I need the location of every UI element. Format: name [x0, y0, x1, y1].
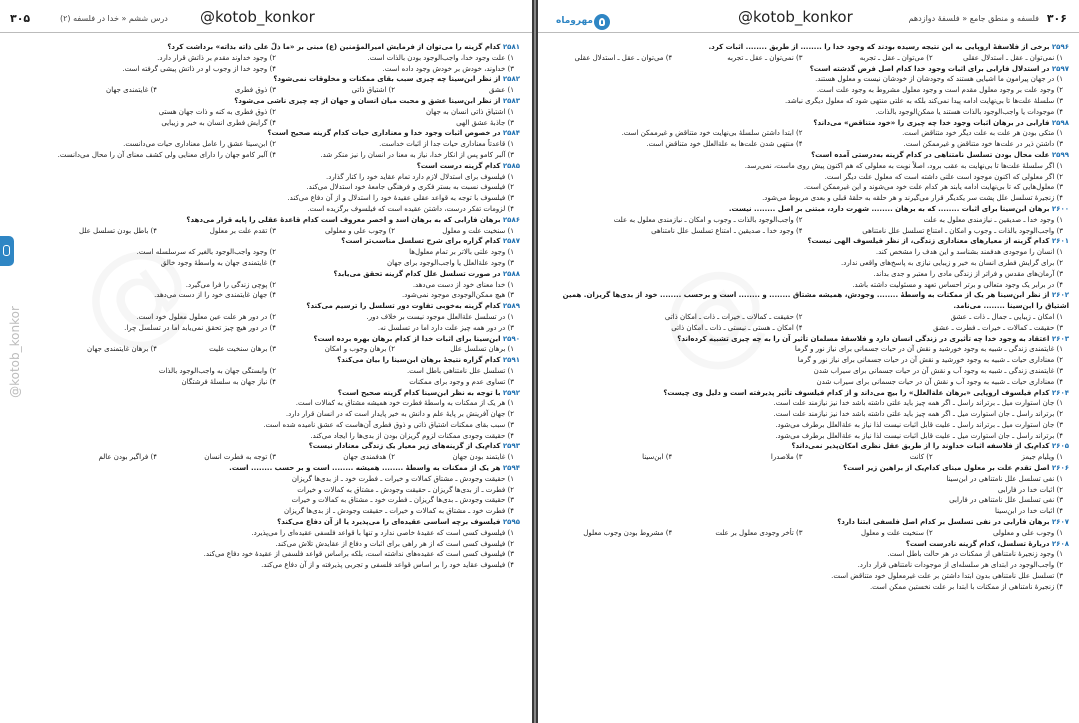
question-item	[548, 539, 1069, 593]
question-text: کدام گزاره نتیجهٔ برهان ابن‌سینا را بیان می‌کند؟	[337, 356, 501, 365]
left-header	[0, 6, 532, 33]
question-number: ۲۵۸۷	[502, 237, 520, 246]
answer-option: ۱) اشتیاق ذاتی انسان به جهان	[425, 107, 514, 116]
question-text: در استدلال فارابی برای اثبات وجود خدا کدام اصل فرض گذشته است؟	[809, 64, 1050, 73]
question-text: از نظر ابن‌سینا هر یک از ممکنات به واسطهٔ ........ وجودش، همیشه مشتاق ........ و ........ است و برحسب ........ خود از بدی‌ها گریزان. همین اشتیاق را ابن‌سینا ........ می‌نامد.	[562, 291, 1069, 311]
right-header	[538, 6, 1079, 33]
question-text: برهان فارابی که به برهان اسد و اخصر معروف است کدام قاعدهٔ عقلی را پایه قرار می‌دهد؟	[186, 215, 501, 224]
answer-option: ۳) حقیقت وجودش ـ بدی‌ها گریزان ـ فطرت خود ـ مشتاق به کمالات و خیرات	[291, 496, 514, 505]
question-number: ۲۵۹۳	[502, 442, 520, 451]
option-list	[548, 74, 1069, 117]
question-stem	[548, 334, 1069, 345]
option-list	[44, 312, 520, 334]
option-list	[548, 247, 1069, 290]
option-list	[44, 172, 520, 215]
question-number: ۲۵۸۴	[502, 129, 520, 138]
question-item	[548, 463, 1069, 517]
left-page	[0, 0, 532, 723]
question-item	[548, 334, 1069, 388]
answer-option: ۳) حقیقت ـ کمالات ـ خیرات ـ فطرت ـ عشق	[933, 323, 1063, 332]
question-item	[548, 517, 1069, 539]
answer-option: ۱) جان استوارت میل ـ برتراند راسل ـ اگر همه چیز باید علتی داشته باشد خدا نیز نیازمند علت است.	[773, 399, 1063, 408]
answer-option: ۱) ویلیام جیمز	[1021, 453, 1063, 462]
answer-option: ۱) غایتمند بودن جهان	[452, 453, 514, 462]
question-stem	[44, 96, 520, 107]
right-running-title: فلسفه و منطق جامع « فلسفهٔ دوازدهم	[908, 14, 1039, 23]
question-text: ابن‌سینا برای اثبات خدا از کدام برهان بهره برده است؟	[313, 334, 501, 343]
question-stem	[548, 204, 1069, 215]
option-list	[44, 344, 520, 355]
answer-option: ۳) ذوق فطری	[234, 86, 276, 95]
answer-option: ۱) امکان ـ زیبایی ـ جمال ـ ذات ـ عشق	[950, 312, 1063, 321]
question-text: کدام گزینه درست است؟	[416, 161, 501, 170]
answer-option: ۴) معناداری حیات ـ شبیه به وجود آب و نقش آن در حیات جسمانی برای سیراب شدن	[816, 377, 1063, 386]
question-number: ۲۶۰۶	[1051, 464, 1069, 473]
answer-option: ۲) می‌توان ـ عقل ـ تجربه	[859, 53, 933, 62]
question-stem	[44, 334, 520, 345]
answer-option: ۲) حقیقت ـ کمالات ـ خیرات ـ ذات ـ امکان ذاتی	[664, 312, 803, 321]
option-list	[548, 215, 1069, 237]
question-item	[44, 161, 520, 215]
option-list	[44, 452, 520, 463]
question-text: کدام گزینه به‌خوبی تفاوت دور تسلسل را ترسیم می‌کند؟	[306, 302, 501, 311]
answer-option: ۳) واجب‌الوجود بالذات ـ وجوب و امکان ـ امتناع تسلسل علل نامتناهی	[862, 226, 1063, 235]
question-stem	[44, 42, 520, 53]
question-stem	[44, 301, 520, 312]
question-text: برهان فارابی در نفی تسلسل بر کدام اصل فلسفی ابتنا دارد؟	[837, 518, 1050, 527]
question-text: فارابی در برهان اثبات وجود خدا چه چیزی را «خود متناقض» می‌داند؟	[813, 118, 1050, 127]
answer-option: ۴) فراگیر بودن عالم	[98, 453, 157, 462]
option-list	[548, 161, 1069, 204]
question-text: دربارهٔ تسلسل، کدام گزینه نادرست است؟	[905, 539, 1050, 548]
answer-option: ۲) وجود واجب‌الوجود بالغیر که سرسلسله است.	[136, 248, 276, 257]
answer-option: ۴) می‌توان ـ عقل ـ استدلال عقلی	[574, 53, 673, 62]
question-stem	[548, 150, 1069, 161]
answer-option: ۳) غایتمندی زندگی ـ شبیه به وجود آب و نقش آن در حیات جسمانی برای سیراب شدن	[813, 366, 1063, 375]
question-number: ۲۵۹۶	[1051, 43, 1069, 51]
publisher-logo	[556, 14, 612, 32]
option-list	[44, 85, 520, 96]
option-list	[548, 128, 1069, 150]
chapter-tab-icon	[0, 236, 14, 266]
answer-option: ۴) غایتمندی جهان	[106, 86, 157, 95]
question-item	[44, 236, 520, 268]
question-stem	[44, 269, 520, 280]
answer-option: ۱) قاعدتاً معناداری حیات جدا از اثبات خداست.	[379, 140, 514, 149]
right-page-number: ۳۰۶	[1046, 12, 1067, 25]
question-item	[44, 517, 520, 571]
answer-option: ۲) هدفمندی جهان	[343, 453, 395, 462]
answer-option: ۱) در جهان پیرامون ما اشیایی هستند که وجودشان از خودشان نیست و معلول هستند.	[815, 75, 1063, 84]
answer-option: ۱) انسان را موجودی هدفمند بشناسد و این هدف را مشخص کند.	[875, 248, 1063, 257]
question-text: اصل تقدم علت بر معلول مبنای کدام‌یک از براهین زیر است؟	[843, 464, 1050, 473]
side-watermark: @kotob_konkor	[7, 306, 22, 398]
option-list	[44, 53, 520, 75]
option-list	[548, 398, 1069, 441]
answer-option: ۲) ذوق فطری به کنه و ذات جهان هستی	[158, 107, 276, 116]
answer-option: ۴) لزومات تفکر درست، داشتن عقیده است که فیلسوف برگزیده است.	[307, 204, 514, 213]
answer-option: ۳) تسلسل علل نامتناهی بدون ابتدا داشتن بر علت غیرمعلول خود متناقض است.	[831, 572, 1063, 581]
question-number: ۲۵۸۶	[502, 215, 520, 224]
question-item	[548, 290, 1069, 333]
answer-option: ۲) واجب‌الوجود در ابتدای هر سلسله‌ای از موجودات نامتناهی قرار دارد.	[857, 561, 1063, 570]
answer-option: ۲) جهان آفرینش بر پایهٔ علم و دانش به خیر پایدار است که در انسان قرار دارد.	[285, 410, 514, 419]
question-item	[548, 441, 1069, 463]
answer-option: ۲) وابستگی جهان به واجب‌الوجود بالذات	[158, 366, 276, 375]
question-text: فیلسوف برچه اساسی عقیده‌ای را می‌پذیرد یا از آن دفاع می‌کند؟	[277, 518, 501, 527]
answer-option: ۲) وجوب علی و معلولی	[324, 226, 395, 235]
question-number: ۲۵۹۱	[502, 356, 520, 365]
question-number: ۲۶۰۳	[1051, 334, 1069, 343]
question-text: برخی از فلاسفهٔ اروپایی به این نتیجه رسیده بودند که وجود خدا را ........ از طریق ........ اثبات کرد.	[708, 43, 1050, 51]
answer-option: ۳) آلبر کامو پس از انکار خدا، نیاز به معنا در انسان را نیز منکر شد.	[320, 150, 514, 159]
question-stem	[548, 388, 1069, 399]
question-number: ۲۵۹۷	[1051, 64, 1069, 73]
option-list	[44, 107, 520, 129]
answer-option: ۲) اگر معلولی که اکنون موجود است علتی داشته است که معلول علت دیگر است.	[824, 172, 1063, 181]
question-item	[44, 334, 520, 356]
question-number: ۲۶۰۸	[1051, 539, 1069, 548]
question-item	[44, 388, 520, 442]
left-channel-handle: @kotob_konkor	[200, 8, 315, 26]
answer-option: ۱) متکی بودن هر علت به علت دیگر خود متناقض است.	[902, 129, 1063, 138]
answer-option: ۴) جهان غایتمندی خود را از دست می‌دهد.	[154, 291, 276, 300]
answer-option: ۴) وجود خدا از وجوب او در ذاتش پیشی گرفته است.	[122, 64, 276, 73]
answer-option: ۲) در دور هر علت عین معلول معلول خود است.	[136, 312, 276, 321]
answer-option: ۴) باطل بودن تسلسل علل	[78, 226, 157, 235]
answer-option: ۴) آلبر کامو جهان را دارای معنایی ولی کشف معنای آن را محال می‌دانست.	[57, 150, 276, 159]
answer-option: ۴) منتهی شدن علت‌ها به علةالعلل خود متناقض است.	[646, 140, 803, 149]
answer-option: ۱) حقیقت وجودش ـ مشتاق کمالات و خیرات ـ فطرت خود ـ از بدی‌ها گریزان	[291, 474, 514, 483]
answer-option: ۴) امکان ـ هستی ـ نیستی ـ ذات ـ امکان ذاتی	[671, 323, 803, 332]
answer-option: ۳) خداوند، خودش بر خودش وجود داده است.	[382, 64, 514, 73]
question-number: ۲۵۹۲	[502, 388, 520, 397]
question-text: کدام گزاره برای شرح تسلسل مناسب‌تر است؟	[341, 237, 501, 246]
question-number: ۲۵۸۸	[502, 269, 520, 278]
answer-option: ۴) زنجیرهٔ نامتناهی از ممکنات با ابتدا بر علت نخستین ممکن است.	[869, 582, 1063, 591]
answer-option: ۲) برای گرایش فطری انسان به خیر و زیبایی نیازی به پاسخ‌های واقعی ندارد.	[841, 258, 1063, 267]
question-item	[548, 150, 1069, 204]
answer-option: ۲) معناداری حیات ـ شبیه به وجود خورشید و نقش آن در حیات جسمانی برای نیاز نور و گرما	[797, 356, 1063, 365]
answer-option: ۲) فیلسوف نسبت به بستر فکری و فرهنگی جامعهٔ خود استدلال می‌کند.	[306, 183, 514, 192]
question-number: ۲۵۸۵	[502, 161, 520, 170]
answer-option: ۳) برهان سنخیت علیت	[209, 345, 276, 354]
answer-option: ۱) برهان تسلسل علل	[450, 345, 514, 354]
option-list	[44, 226, 520, 237]
question-stem	[548, 441, 1069, 452]
question-item	[548, 236, 1069, 290]
question-stem	[44, 463, 520, 474]
question-stem	[548, 290, 1069, 312]
option-list	[44, 366, 520, 388]
left-running-title: درس ششم « خدا در فلسفه (۲)	[60, 14, 168, 23]
question-number: ۲۵۹۸	[1051, 118, 1069, 127]
answer-option: ۱) فیلسوف برای استدلال لازم دارد تمام عقاید خود را کنار گذارد.	[326, 172, 514, 181]
option-list	[44, 474, 520, 517]
answer-option: ۴) در برابر یک وجود متعالی و برتر احساس تعهد و مسئولیت داشته باشد.	[852, 280, 1063, 289]
question-stem	[44, 215, 520, 226]
question-text: کدام گزینه از معیارهای معناداری زندگی، از نظر فیلسوف الهی نیست؟	[807, 237, 1050, 246]
option-list	[44, 398, 520, 441]
question-number: ۲۵۹۰	[502, 334, 520, 343]
question-text: از نظر ابن‌سینا عشق و محبت میان انسان و جهان از چه چیزی ناشی می‌شود؟	[234, 96, 501, 105]
answer-option: ۳) فیلسوف کسی است که عقیده‌های نداشته است، بلکه براساس قواعد فلسفی از عقیدهٔ خود دفاع می‌کند.	[203, 550, 514, 559]
answer-option: ۱) نمی‌توان ـ عقل ـ استدلال عقلی	[963, 53, 1063, 62]
answer-option: ۴) برهان غایتمندی جهان	[87, 345, 157, 354]
question-item	[548, 42, 1069, 64]
answer-option: ۳) تقدم علت بر معلول	[209, 226, 276, 235]
question-text: کدام‌یک از فلاسفه اثبات خداوند را از طریق عقل نظری امکان‌پذیر نمی‌داند؟	[791, 442, 1050, 451]
answer-option: ۳) توجه به فطرت انسان	[204, 453, 276, 462]
answer-option: ۲) وجود علت بر وجود معلول مقدم است و وجود معلول مشروط به وجود علت است.	[816, 86, 1063, 95]
answer-option: ۴) اثبات خدا در ابن‌سینا	[994, 507, 1063, 516]
question-item	[44, 269, 520, 301]
answer-option: ۱) سنخیت علت و معلول	[442, 226, 514, 235]
answer-option: ۳) تأخر وجودی معلول بر علت	[715, 528, 803, 537]
question-text: اعتقاد به وجود خدا چه تأثیری در زندگی انسان دارد و فلاسفهٔ مسلمان تأثیر آن را به چه چیزی تشبیه کرده‌اند؟	[677, 334, 1050, 343]
question-text: علت محال بودن تسلسل نامتناهی در کدام گزینه به‌درستی آمده است؟	[811, 150, 1050, 159]
question-item	[44, 355, 520, 387]
question-text: با توجه به نظر ابن‌سینا کدام گزینه صحیح است؟	[337, 388, 501, 397]
question-number: ۲۵۹۵	[502, 518, 520, 527]
publisher-logo-icon	[594, 14, 610, 30]
question-number: ۲۶۰۷	[1051, 518, 1069, 527]
answer-option: ۲) برهان وجوب و امکان	[324, 345, 395, 354]
option-list	[548, 344, 1069, 387]
question-number: ۲۶۰۰	[1051, 204, 1069, 213]
option-list	[44, 247, 520, 269]
question-number: ۲۵۸۱	[502, 43, 520, 51]
question-item	[548, 204, 1069, 236]
answer-option: ۴) ابن‌سینا	[642, 453, 673, 462]
question-stem	[44, 388, 520, 399]
question-text: از نظر ابن‌سینا چه چیزی سبب بقای ممکنات و مخلوقات نمی‌شود؟	[273, 75, 501, 84]
question-stem	[44, 236, 520, 247]
question-stem	[548, 463, 1069, 474]
left-page-number: ۳۰۵	[10, 12, 31, 25]
question-stem	[44, 128, 520, 139]
answer-option: ۳) جاذبهٔ عشق الهی	[456, 118, 514, 127]
answer-option: ۳) ملاصدرا	[770, 453, 803, 462]
answer-option: ۴) وجود خدا ـ صدیقین ـ امتناع تسلسل علل نامتناهی	[651, 226, 803, 235]
answer-option: ۳) سبب بقای ممکنات اشتیاق ذاتی و ذوق فطری آن‌هاست که عشق نامیده شده است.	[263, 420, 514, 429]
answer-option: ۳) سلسلهٔ علت‌ها تا بی‌نهایت ادامه پیدا نمی‌کند بلکه به علتی منتهی شود که معلول دیگری نباشد.	[784, 96, 1063, 105]
answer-option: ۴) فیلسوف عقاید خود را بر اساس قواعد فلسفی و تجربی پذیرفته و از آن دفاع می‌کند.	[261, 561, 514, 570]
question-item	[44, 96, 520, 128]
question-stem	[548, 236, 1069, 247]
option-list	[548, 474, 1069, 517]
answer-option: ۳) در دور همه چیز علت دارد اما در تسلسل نه.	[377, 323, 514, 332]
question-stem	[44, 355, 520, 366]
question-item	[44, 74, 520, 96]
question-item	[44, 42, 520, 74]
answer-option: ۴) گرایش فطری انسان به خیر و زیبایی	[161, 118, 276, 127]
answer-option: ۳) وجود علةالعلل یا واجب‌الوجود برای جهان	[386, 258, 514, 267]
answer-option: ۱) عشق	[489, 86, 514, 95]
question-stem	[548, 64, 1069, 75]
answer-option: ۳) آرمان‌های مقدس و فراتر از زندگی مادی را معتبر و جدی بداند.	[873, 269, 1063, 278]
right-channel-handle: @kotob_konkor	[738, 8, 853, 26]
option-list	[548, 53, 1069, 64]
question-number: ۲۶۰۵	[1051, 442, 1069, 451]
answer-option: ۲) فطرت ـ از بدی‌ها گریزان ـ حقیقت وجودش ـ مشتاق به کمالات و خیرات	[297, 485, 514, 494]
answer-option: ۲) ابتدا داشتن سلسلهٔ بی‌نهایت خود متناقض و غیرممکن است.	[621, 129, 803, 138]
answer-option: ۴) نیاز جهان به سلسلهٔ فرشتگان	[181, 377, 276, 386]
left-question-list	[44, 42, 520, 571]
option-list	[548, 549, 1069, 592]
answer-option: ۱) وجود خدا ـ صدیقین ـ نیازمندی معلول به علت	[923, 215, 1063, 224]
question-item	[548, 388, 1069, 442]
answer-option: ۱) فیلسوف کسی است که عقیدهٔ خاصی ندارد و تنها با قواعد فلسفی عقیده‌ای را می‌پذیرد.	[251, 528, 514, 537]
question-item	[548, 118, 1069, 150]
answer-option: ۳) نمی‌توان ـ عقل ـ تجربه	[727, 53, 803, 62]
answer-option: ۴) در دور هیچ چیز تحقق نمی‌یابد اما در تسلسل چرا.	[124, 323, 276, 332]
right-question-list	[548, 42, 1069, 593]
answer-option: ۴) غایتمندی جهان به واسطهٔ وجود خالق	[160, 258, 276, 267]
answer-option: ۴) حقیقت وجودی ممکنات لزوم گریزان بودن از بدی‌ها را ایجاد می‌کند.	[310, 431, 514, 440]
question-text: هر یک از ممکنات به واسطهٔ ........ همیشه ........ است و بر حسب ........ است.	[229, 464, 501, 473]
option-list	[44, 280, 520, 302]
answer-option: ۲) برتراند راسل ـ جان استوارت میل ـ اگر همه چیز باید علتی داشته باشد خدا نیز نیازمند علت است.	[773, 410, 1063, 419]
question-number: ۲۶۰۲	[1051, 291, 1069, 300]
answer-option: ۳) فیلسوف با توجه به قواعد عقلی عقیدهٔ خود را استدلال و از آن دفاع می‌کند.	[287, 194, 514, 203]
question-stem	[548, 539, 1069, 550]
question-number: ۲۵۸۳	[502, 96, 520, 105]
question-number: ۲۵۹۴	[502, 464, 520, 473]
question-item	[44, 301, 520, 333]
question-stem	[548, 517, 1069, 528]
right-page	[538, 0, 1079, 723]
answer-option: ۲) ابن‌سینا عشق را عامل معناداری حیات می‌دانست.	[123, 140, 276, 149]
answer-option: ۱) در تسلسل علةالعلل موجود نیست بر خلاف دور.	[366, 312, 514, 321]
question-number: ۲۵۸۲	[502, 75, 520, 84]
answer-option: ۳) نفی تسلسل علل نامتناهی در فارابی	[949, 496, 1063, 505]
answer-option: ۱) هر یک از ممکنات به واسطهٔ فطرت خود همیشه مشتاق به کمالات است.	[295, 399, 514, 408]
answer-option: ۱) خدا معنای خود از دست می‌دهد.	[412, 280, 514, 289]
question-stem	[548, 118, 1069, 129]
answer-option: ۳) جان استوارت میل ـ برتراند راسل ـ علیت قابل اثبات نیست لذا نیاز به علةالعلل برطرف می‌شود.	[775, 420, 1063, 429]
option-list	[44, 528, 520, 571]
answer-option: ۱) تسلسل علل نامتناهی باطل است.	[406, 366, 514, 375]
question-text: در صورت تسلسل علل کدام گزینه تحقق می‌یابد؟	[333, 269, 501, 278]
option-list	[44, 139, 520, 161]
question-text: کدام گزینه را می‌توان از فرمایش امیرالمؤمنین (ع) مبنی بر «ما ذلّ علی ذاته بذاته» برداشت کرد؟	[167, 43, 501, 51]
answer-option: ۱) وجوب علی و معلولی	[992, 528, 1063, 537]
answer-option: ۴) زنجیرهٔ تسلسل علل پشت سر یکدیگر قرار می‌گیرند و هر حلقه به حلقهٔ قبلی و بعدی مربوط می‌شود.	[762, 194, 1063, 203]
question-text: کدام فیلسوف اروپایی «برهان علةالعلل» را بیچ می‌داند و از کدام فیلسوف تأثیر پذیرفته است و دلیل وی چیست؟	[663, 388, 1050, 397]
question-stem	[44, 74, 520, 85]
answer-option: ۲) پوچی زندگی را فرا می‌گیرد.	[185, 280, 276, 289]
logo-text: مهروماه	[556, 16, 593, 26]
question-text: کدام‌یک از گزینه‌های زیر معیار یک زندگی معنادار نیست؟	[308, 442, 501, 451]
question-number: ۲۵۹۹	[1051, 150, 1069, 159]
answer-option: ۴) فطرت خود ـ مشتاق به کمالات و خیرات ـ حقیقت وجودش ـ از بدی‌ها گریزان	[283, 507, 514, 516]
question-number: ۲۶۰۴	[1051, 388, 1069, 397]
question-stem	[548, 42, 1069, 53]
answer-option: ۴) موجودات یا واجب‌الوجود بالذات هستند یا ممکن‌الوجود بالذات.	[875, 107, 1063, 116]
option-list	[548, 528, 1069, 539]
answer-option: ۳) معلول‌هایی که تا بی‌نهایت ادامه یابند هر کدام علت خود می‌شوند و این غیرممکن است.	[803, 183, 1063, 192]
option-list	[548, 452, 1069, 463]
answer-option: ۳) هیچ ممکن‌الوجودی موجود نمی‌شود.	[401, 291, 514, 300]
answer-option: ۳) تساوی عدم و وجود برای ممکنات	[409, 377, 514, 386]
question-item	[44, 463, 520, 517]
answer-option: ۳) داشتن ذیر در علت‌ها خود متناقض و غیرممکن است.	[903, 140, 1063, 149]
answer-option: ۲) فیلسوف کسی است که از هر راهی برای اثبات و دفاع از عقایدش تلاش می‌کند.	[275, 539, 514, 548]
question-item	[44, 215, 520, 237]
answer-option: ۴) برتراند راسل ـ جان استوارت میل ـ علیت قابل اثبات نیست لذا نیاز به علةالعلل برطرف می‌شود.	[775, 431, 1063, 440]
answer-option: ۲) وجود خداوند مقدم بر ذاتش قرار دارد.	[157, 53, 276, 62]
question-item	[548, 64, 1069, 118]
option-list	[548, 312, 1069, 334]
answer-option: ۱) وجود زنجیرهٔ نامتناهی از ممکنات در هر حالت باطل است.	[887, 550, 1063, 559]
answer-option: ۲) کانت	[909, 453, 933, 462]
question-item	[44, 441, 520, 463]
answer-option: ۲) سنخیت علت و معلول	[860, 528, 933, 537]
answer-option: ۴) مشروط بودن وجوب معلول	[583, 528, 673, 537]
question-stem	[44, 441, 520, 452]
question-number: ۲۶۰۱	[1051, 237, 1069, 246]
answer-option: ۲) اشتیاق ذاتی	[351, 86, 395, 95]
question-text: برهان ابن‌سینا برای اثبات ........ که به برهان ........ شهرت دارد، مبتنی بر اصل ........ نیست.	[728, 204, 1050, 213]
question-stem	[44, 161, 520, 172]
answer-option: ۱) نفی تسلسل علل نامتناهی در ابن‌سینا	[946, 474, 1063, 483]
answer-option: ۱) علت وجود خدا، واجب‌الوجود بودن بالذات است.	[367, 53, 514, 62]
answer-option: ۲) اثبات خدا در فارابی	[997, 485, 1063, 494]
question-text: در خصوص اثبات وجود خدا و معناداری حیات کدام گزینه صحیح است؟	[267, 129, 501, 138]
answer-option: ۱) اگر سلسلهٔ علت‌ها تا بی‌نهایت به عقب برود، اصلاً نوبت به معلولی که هم اکنون پیش روی ماست، نمی‌رسد.	[744, 161, 1063, 170]
question-item	[44, 128, 520, 160]
answer-option: ۲) واجب‌الوجود بالذات ـ وجوب و امکان ـ نیازمندی معلول به علت	[613, 215, 803, 224]
answer-option: ۱) وجود علتی بالاتر بر تمام معلول‌ها	[409, 248, 514, 257]
answer-option: ۱) غایتمندی زندگی ـ شبیه به وجود خورشید و نقش آن در حیات جسمانی برای نیاز نور و گرما	[794, 345, 1063, 354]
question-stem	[44, 517, 520, 528]
question-number: ۲۵۸۹	[502, 302, 520, 311]
